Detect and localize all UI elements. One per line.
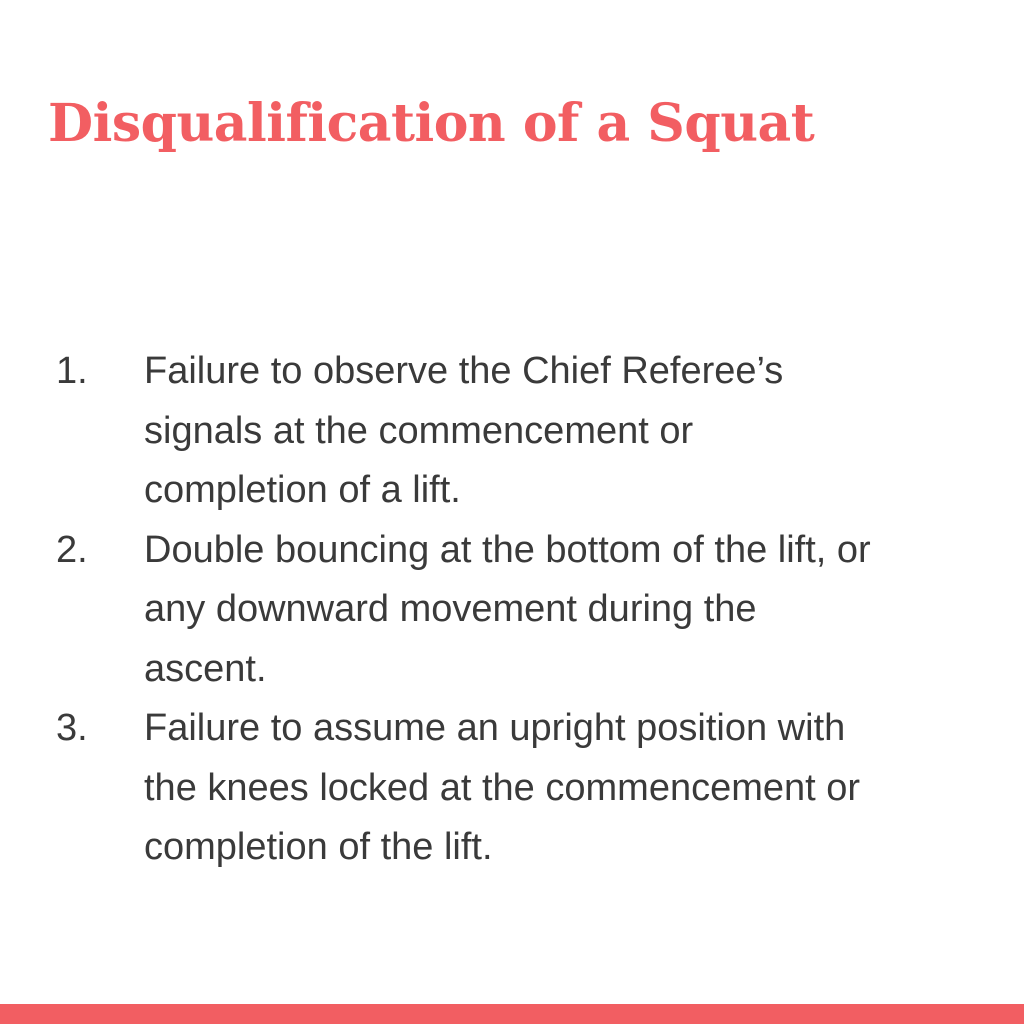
- list-item: [56, 521, 986, 700]
- item-text-line: the knees locked at the commencement or: [144, 766, 861, 809]
- footer-accent-bar: [0, 1004, 1024, 1024]
- item-text-line: any downward movement during the: [144, 588, 757, 630]
- item-text-line: Failure to observe the Chief Referee’s: [144, 350, 784, 392]
- item-text: [144, 521, 986, 700]
- slide-title: Disqualification of a Squat: [48, 93, 815, 154]
- item-number: 3.: [56, 707, 88, 749]
- item-number: 2.: [56, 528, 88, 571]
- disqualification-list: [56, 342, 986, 878]
- item-text-line: Double bouncing at the bottom of the lift, or: [144, 528, 871, 571]
- list-item: [56, 699, 986, 878]
- item-text-line: completion of a lift.: [144, 469, 461, 511]
- item-text-line: signals at the commencement or: [144, 409, 694, 452]
- item-text-line: Failure to assume an upright position with: [144, 707, 846, 749]
- item-text-line: ascent.: [144, 647, 267, 690]
- item-text: [144, 699, 986, 878]
- item-text: [144, 342, 986, 521]
- item-number: 1.: [56, 350, 88, 392]
- item-text-line: completion of the lift.: [144, 826, 493, 868]
- list-item: [56, 342, 986, 521]
